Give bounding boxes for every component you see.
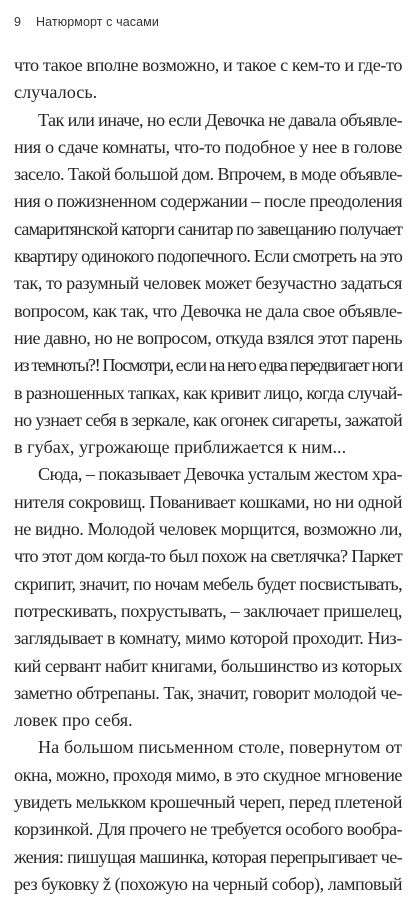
text-line: случалось. [14, 82, 98, 103]
paragraph [14, 52, 402, 107]
text-line: окна, можно, проходя мимо, в это скудное мгновение [14, 764, 403, 785]
text-line: увидеть мелькком крошечный череп, перед плетеной [14, 792, 402, 813]
running-title: Натюрморт с часами [36, 15, 159, 29]
text-line: вопросом, как так, что Девочка не дала свое объявле- [14, 300, 402, 321]
text-line: ния о пожизненном содержании – после преодоления [14, 191, 403, 212]
text-line: рез буковку ž (похожую на черный собор), ламповый [14, 873, 402, 894]
text-line: самаритянской каторги санитар по завещанию получает [14, 218, 402, 239]
text-line: так, то разумный человек может безучастно задаться [14, 273, 402, 294]
text-line: кий сервант набит книгами, большинство из которых [14, 655, 402, 676]
text-line: в разношенных тапках, как кривит лицо, когда случай- [14, 382, 402, 403]
text-line: ния о сдаче комнаты, что-то подобное у нее в голове [14, 136, 402, 157]
text-line: засело. Такой большой дом. Впрочем, в моде объявле- [14, 164, 402, 185]
text-line: Так или иначе, но если Девочка не давала объявле- [38, 109, 403, 130]
text-line: ловек про себя. [14, 710, 133, 731]
text-line: что такое вполне возможно, и такое с кем-то и где-то [14, 55, 403, 75]
text-line: не видно. Молодой человек морщится, возможно ли, [14, 519, 403, 540]
text-line: нителя сокровищ. Пованивает кошками, но ни одной [14, 491, 403, 512]
paragraph [14, 107, 402, 462]
text-line: скрипит, значит, по ночам мебель будет посвистывать, [14, 573, 403, 594]
text-line: На большом письменном столе, повернутом от [38, 737, 402, 758]
text-line: потрескивать, похрустывать, – заключает пришелец, [14, 600, 402, 621]
text-line: заметно обтрепаны. Так, значит, говорит молодой че- [14, 682, 403, 703]
text-line: квартиру одинокого подопечного. Если смотреть на это [14, 246, 403, 267]
paragraph [14, 734, 402, 898]
text-line: жения: пишущая машинка, которая перепрыгивает че- [14, 846, 402, 867]
text-line: из темноты?! Посмотри, если на него едва передвигает ноги [14, 355, 402, 376]
running-header [14, 15, 159, 29]
text-line: что этот дом когда-то был похож на светлячка? Паркет [14, 546, 402, 567]
text-line: Сюда, – показывает Девочка усталым жестом хра- [38, 464, 403, 485]
text-line: заглядывает в комнату, мимо которой проходит. Низ- [14, 628, 402, 649]
paragraph [14, 461, 402, 734]
text-line: ние давно, но не вопросом, откуда взялся этот парень [14, 327, 403, 348]
text-line: в губах, угрожающе приближается к ним... [14, 437, 347, 458]
text-line: но узнает себя в зеркале, как огонек сигареты, зажатой [14, 409, 402, 430]
body-text [14, 52, 402, 898]
page-number: 9 [14, 15, 22, 29]
text-line: корзинкой. Для прочего не требуется особого вообра- [14, 819, 402, 840]
